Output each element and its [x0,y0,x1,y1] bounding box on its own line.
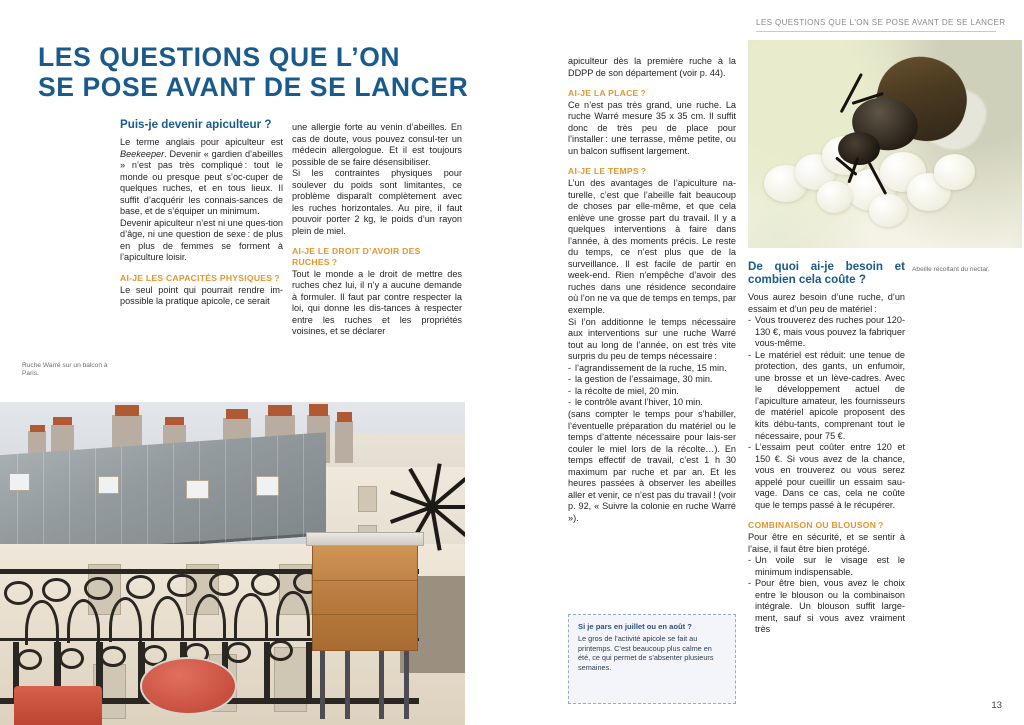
rail-post [306,642,313,701]
rail-circle [268,640,293,661]
rail-post [264,642,271,701]
caption-bee: Abeille récoltant du nectar. [912,266,990,273]
col1-p1-em: Beekeeper [120,148,165,159]
red-chair [14,686,102,725]
sidebar-note-box [568,614,736,704]
rail-circle [251,572,280,596]
col3-time-list [568,363,736,409]
list-item: - la récolte de miel, 20 min. [568,386,736,398]
hive-seam [313,580,418,581]
page-number: 13 [991,700,1002,711]
rail-arch [67,599,100,644]
subheading-combinaison-ou-blouson: COMBINAISON OU BLOUSON ? [748,520,884,531]
column-2 [292,122,462,338]
rail-circle [17,649,42,670]
col3-paragraph-2: Ce n’est pas très grand, une ruche. La ruche Warré mesure 35 x 35 cm. Il suffit donc de très peu de place pour l’installer : une terrasse, même petite, ou un balcon suffisent largement. [568,99,736,156]
running-head: LES QUESTIONS QUE L'ON SE POSE AVANT DE SE LANCER [756,18,996,32]
list-item: - la gestion de l’essaimage, 30 min. [568,374,736,386]
rail-arch [276,591,309,636]
chimney [335,421,354,463]
col1-paragraph-1 [120,137,283,218]
rail-arch [151,596,184,641]
col3-paragraph-1: apiculteur dès la première ruche à la DDPP de son département (voir p. 44). [568,56,736,78]
list-item: - Vous trouverez des ruches pour 120-130 €, mais vous pouvez la fabriquer vous-même. [748,315,905,350]
rail-arch [109,597,142,642]
page-title-line2: SE POSE AVANT DE SE LANCER [38,72,469,102]
col1-paragraph-3: Le seul point qui pourrait rendre im-possible la pratique apicole, ce serait [120,284,283,307]
col3-paragraph-3: L’un des avantages de l’apiculture na-turelle, c’est que l’abeille fait beaucoup de choses par elle-même, et que cela enlève une grosse part du travail. Il y a quelques interventions à faire dans l’année, à des moments précis. Le reste du temps, ce n’est plus que de la surveillance. Il est facile de partir en week-end. Rien n’empêche d’avoir des ruches dans une résidence secondaire où l’on ne va que de temps en temps, par exemple. [568,178,736,316]
skylight [186,480,209,499]
rail-circle [84,577,113,601]
window [358,486,377,512]
rail-arch [234,593,267,638]
subheading-ai-je-le-temps: AI-JE LE TEMPS ? [568,166,647,177]
hive-seam [313,614,418,615]
rail-arch [25,600,58,645]
list-item: - le contrôle avant l’hiver, 10 min. [568,397,736,409]
page-title-line1: LES QUESTIONS QUE L’ON [38,42,401,72]
col3-paragraph-4: Si l’on additionne le temps nécessaire aux interventions sur une ruche Warré tout au long de l’année, on est très vite surpris du peu de temps nécessaire : [568,316,736,362]
skylight [98,476,119,494]
list-item: - Le matériel est réduit: une tenue de protection, des gants, un enfumoir, une brosse et un lève-cadres. Avec le développement actuel de l’apiculture amateur, les fournisseurs de matériel apicole proposent des kits débu-tants, comprenant tout le nécessaire, pour 75 €. [748,350,905,442]
rail-arch [193,594,226,639]
blossom [817,181,853,212]
bee-head [838,132,879,165]
blossom [869,194,907,227]
col1-paragraph-2: Devenir apiculteur n’est ni une ques-tion d’âge, ni une question de sexe : de plus en plus de femmes se forment à l’apiculture loisir. [120,217,283,263]
hive-stand [316,647,414,718]
warre-hive [312,544,419,651]
rail-circle [42,578,71,602]
red-bistro-table [140,657,238,715]
col4-material-list [748,315,905,511]
column-3 [568,56,736,524]
blossom [934,154,975,189]
skylight [256,476,279,495]
col4-paragraph-1: Vous aurez besoin d’une ruche, d’un essaim et d’un peu de matériel : [748,292,905,314]
list-item: - L’essaim peut coûter entre 120 et 150 €. Si vous avez de la chance, vous en trouverez ou vous serez appelé pour cueillir un essaim sau-vage. Dans ce cas, cela ne coûte que le temps passé à le récupérer. [748,442,905,511]
col2-paragraph-1: une allergie forte au venin d’abeilles. En cas de doute, vous pouvez consul-ter un médecin allergologue. Et il est toujours possible de se faire désensibiliser. [292,122,462,167]
subheading-ai-je-la-place: AI-JE LA PLACE ? [568,88,646,99]
col1-p1-a: Le terme anglais pour apiculteur est [120,137,283,147]
col4-paragraph-2: Pour être en sécurité, et se sentir à l’aise, il faut être bien protégé. [748,531,905,554]
rail-circle [209,572,238,596]
page-title [38,42,498,102]
photo-hive-on-paris-balcony [0,402,465,725]
skylight [9,473,30,491]
list-item: - Pour être bien, vous avez le choix entre le blouson ou la combinaison intégrale. Un blouson suffit large-ment, sauf si vous avez vraiment très [748,578,905,636]
col4-protection-list [748,555,905,636]
rail-circle [126,575,155,599]
heading-de-quoi-ai-je-besoin: De quoi ai-je besoin et combien cela coûte ? [748,260,905,286]
list-item: - l’agrandissement de la ruche, 15 min. [568,363,736,375]
col2-paragraph-2: Si les contraintes physiques pour soulever du poids sont limitantes, ce problème disparaît complètement avec les ruches horizontales. Au pire, il faut pouvoir porter 2 kg, le poids d’un rayon plein de miel. [292,168,462,236]
heading-puis-je-devenir-apiculteur: Puis-je devenir apiculteur ? [120,118,272,131]
col3-paragraph-5: (sans compter le temps pour s’habiller, l’éventuelle préparation du matériel ou le temps d’attente nécessaire pour lais-ser couler le miel lors de la récolte…). En temps effectif de travail, c’est 1 h 30 maximum par ruche et par an. Et les heures passées à observer les abeilles aller et venir, ce n’est pas du travail ! (voir p. 92, « Suivre la colonie en ruche Warré »). [568,408,736,523]
rail-circle [167,574,196,598]
col2-paragraph-3: Tout le monde a le droit de mettre des ruches chez lui, il n’y a aucune demande à formuler. Il faut par contre respecter la loi, qui donne les dis-tances à respecter entre les ruches et les propriétés voisines, et se déclarer [292,268,462,337]
column-1 [120,118,283,308]
list-item: - Un voile sur le visage est le minimum indispensable. [748,555,905,578]
rail-circle [59,648,84,669]
col1-p1-b: . Devenir « gardien d’abeilles » n’est pas très compliqué : tout le monde ou presque peut s’oc-cuper de quelques ruches, et en tous lieux. Il suffit d’acquérir les connais-sances de base, et de s’équiper un minimum. [120,148,283,217]
photo-bee-on-flower [748,40,1022,248]
subheading-droit-avoir-ruches: AI-JE LE DROIT D’AVOIR DES RUCHES ? [292,246,421,268]
subheading-capacites-physiques: AI-JE LES CAPACITÉS PHYSIQUES ? [120,273,280,284]
note-box-title: Si je pars en juillet ou en août ? [578,622,692,631]
rail-circle [100,646,125,667]
hive-roof [306,532,424,547]
note-box-body: Le gros de l’activité apicole se fait au printemps. C’est beaucoup plus calme en été, ce qui permet de s’absenter plusieurs semaines. [578,634,714,672]
rail-circle [226,642,251,663]
rail-circle [4,581,33,605]
caption-hive: Ruche Warré sur un balcon à Paris. [22,362,108,378]
